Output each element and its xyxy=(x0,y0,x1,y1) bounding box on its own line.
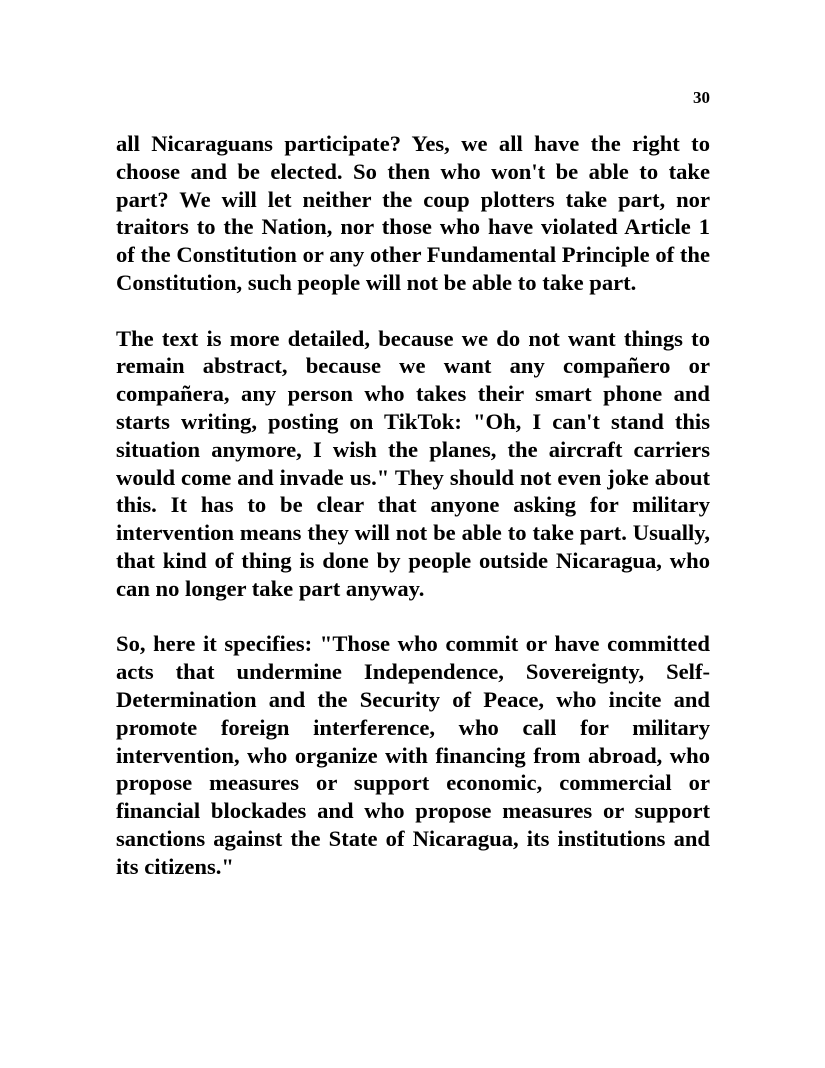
paragraph-1: all Nicaraguans participate? Yes, we all have the right to choose and be elected. So then who won't be able to take part? We will let neither the coup plotters take part, nor traitors to the Nation, nor those who have violated Article 1 of the Constitution or any other Fundamental Principle of the Constitution, such people will not be able to take part. xyxy=(116,131,710,295)
paragraph-3: So, here it specifies: "Those who commit or have committed acts that undermine Independence, Sovereignty, Self-Determination and the Security of Peace, who incite and promote foreign interference, who call for military intervention, who organize with financing from abroad, who propose measures or support economic, commercial or financial blockades and who propose measures or support sanctions against the State of Nicaragua, its institutions and its citizens." xyxy=(116,631,710,879)
page-number: 30 xyxy=(693,88,710,107)
body-text xyxy=(116,130,710,881)
paragraph-2: The text is more detailed, because we do not want things to remain abstract, because we want any compañero or compañera, any person who takes their smart phone and starts writing, posting on TikTok: "Oh, I can't stand this situation anymore, I wish the planes, the aircraft carriers would come and invade us." They should not even joke about this. It has to be clear that anyone asking for military intervention means they will not be able to take part. Usually, that kind of thing is done by people outside Nicaragua, who can no longer take part anyway. xyxy=(116,325,710,601)
